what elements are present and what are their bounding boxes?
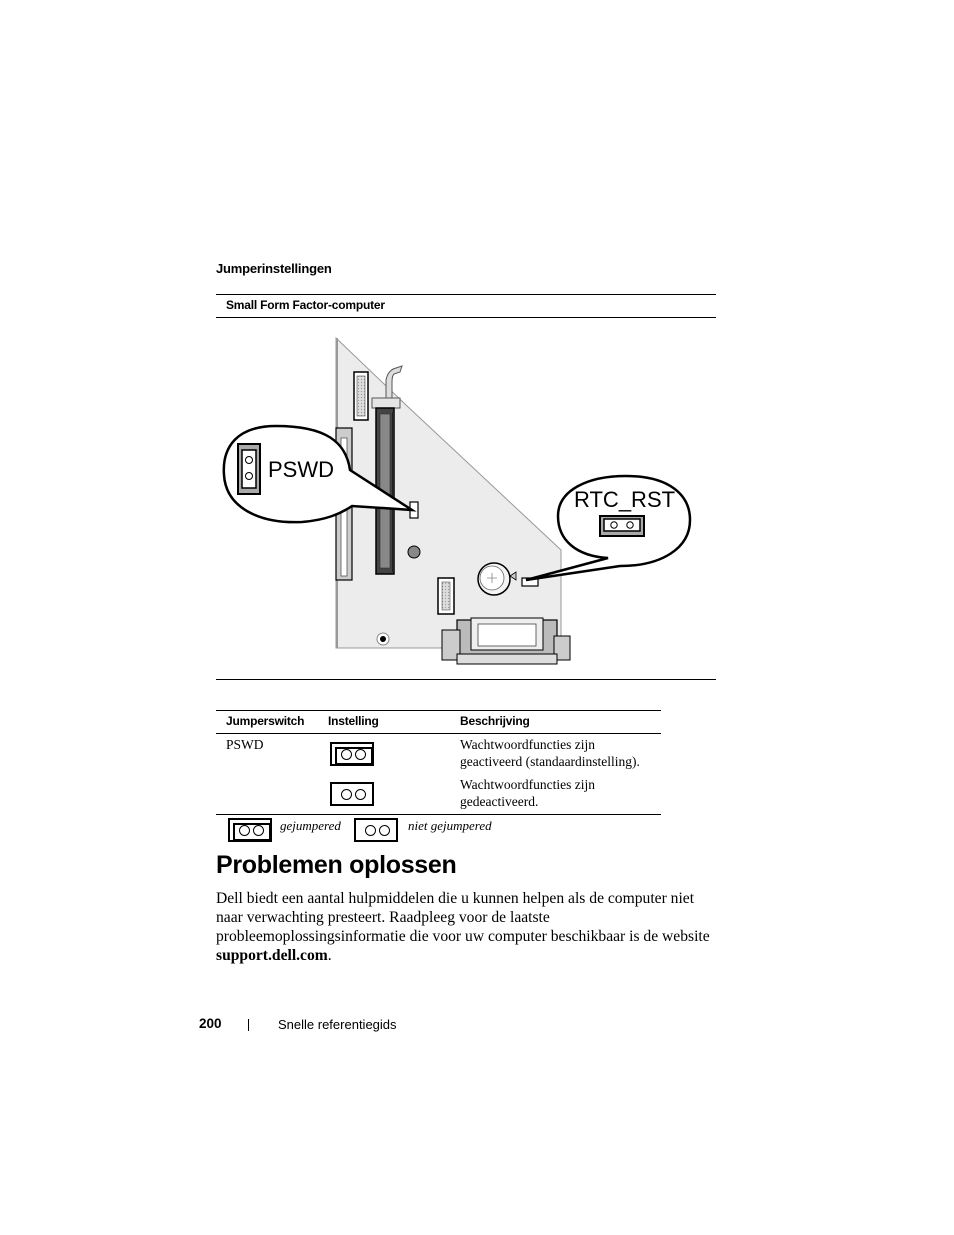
capacitor	[408, 546, 420, 558]
paragraph-end: .	[327, 947, 332, 964]
section-heading: Jumperinstellingen	[216, 261, 332, 276]
header-connector-top	[354, 372, 368, 420]
column-header-jumperswitch: Jumperswitch	[226, 714, 305, 728]
figure-caption-rule	[216, 317, 716, 318]
support-link[interactable]: support.dell.com	[216, 947, 328, 964]
rear-io-connector	[442, 618, 570, 664]
table-header-rule	[216, 733, 661, 734]
row-switch: PSWD	[226, 737, 264, 752]
rtc-rst-callout-label: RTC_RST	[574, 487, 676, 512]
figure-bottom-rule	[216, 679, 716, 680]
paragraph-text: Dell biedt een aantal hulpmiddelen die u kunnen helpen als de computer niet naar verwachting presteert. Raadpleeg voor de laatste probleemoplossingsinformatie die voor uw computer beschikbaar is de website	[216, 890, 710, 945]
pswd-callout-label: PSWD	[268, 457, 334, 482]
legend-jumpered-label: gejumpered	[280, 818, 341, 833]
section-title-troubleshooting: Problemen oplossen	[216, 851, 457, 879]
row-description: Wachtwoordfuncties zijn gedeactiveerd.	[460, 777, 595, 809]
jumpered-symbol	[330, 742, 374, 766]
table-top-rule	[216, 710, 661, 711]
column-header-beschrijving: Beschrijving	[460, 714, 530, 728]
row-description: Wachtwoordfuncties zijn geactiveerd (standaardinstelling).	[460, 737, 640, 769]
column-header-instelling: Instelling	[328, 714, 379, 728]
figure-top-rule	[216, 294, 716, 295]
table-bottom-rule	[216, 814, 661, 815]
footer-separator	[248, 1019, 249, 1031]
not-jumpered-symbol	[330, 782, 374, 806]
figure-caption: Small Form Factor-computer	[226, 298, 385, 312]
legend-not-jumpered-symbol	[354, 818, 398, 842]
legend-not-jumpered-label: niet gejumpered	[408, 818, 492, 833]
motherboard-diagram	[216, 330, 716, 670]
legend-jumpered-symbol	[228, 818, 272, 842]
footer-title: Snelle referentiegids	[278, 1017, 397, 1032]
page-number: 200	[199, 1016, 222, 1031]
troubleshooting-paragraph	[216, 889, 721, 965]
header-connector-bottom	[438, 578, 454, 614]
